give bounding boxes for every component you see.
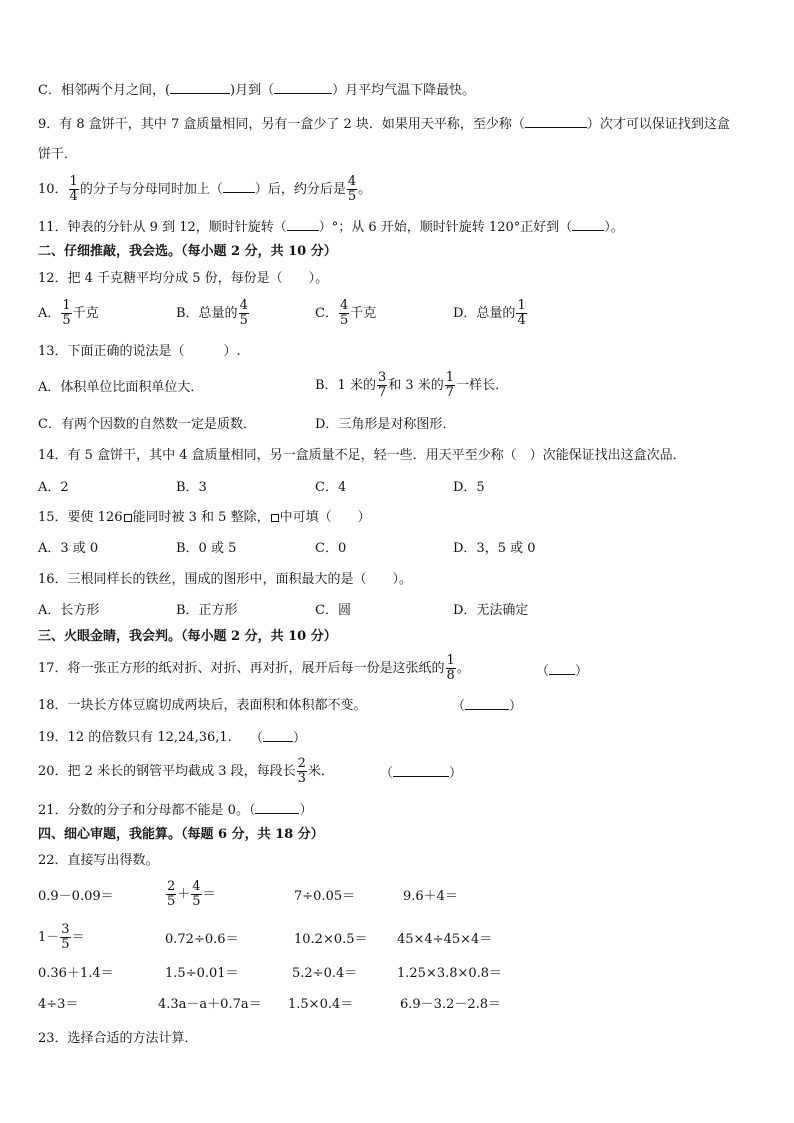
numerator: 1: [517, 298, 526, 313]
question-text: 15．要使 126: [38, 510, 123, 525]
option-b[interactable]: B．3: [176, 480, 207, 495]
option-b[interactable]: B．0 或 5: [176, 541, 237, 556]
question-12: 12．把 4 千克糖平均分成 5 份，每份是（ ）。: [38, 271, 329, 286]
fraction: [239, 299, 249, 328]
option-a[interactable]: A．长方形: [38, 603, 100, 618]
question-23: 23．选择合适的方法计算．: [38, 1031, 198, 1046]
question-21: [38, 801, 312, 820]
option-c[interactable]: C．4: [315, 480, 347, 495]
fraction: [445, 371, 455, 400]
calc-item: 1.25×3.8×0.8＝: [397, 966, 503, 981]
question-text: C．相邻两个月之间，(: [38, 83, 171, 98]
calc-item: 5.2÷0.4＝: [292, 966, 358, 981]
calc-item: [38, 923, 85, 952]
option-text: 和 3 米的: [388, 378, 444, 393]
operator: ＝: [202, 887, 216, 902]
answer-blank[interactable]: [255, 801, 299, 814]
question-text: ）°；从 6 开始，顺时针旋转 120°正好到（: [318, 220, 573, 235]
question-17: [38, 654, 470, 683]
answer-blank[interactable]: [263, 729, 293, 742]
option-label: A．: [38, 306, 61, 321]
calc-item: 1.5÷0.01＝: [165, 966, 239, 981]
question-13: 13．下面正确的说法是（ ）.: [38, 344, 241, 359]
denominator: 5: [239, 313, 248, 328]
fraction: [61, 299, 71, 328]
question-text: 米．: [307, 764, 334, 779]
question-11: [38, 218, 624, 237]
question-text: ）次才可以保证找到这盒: [586, 117, 730, 132]
paren: （: [250, 731, 264, 746]
operator: 1－: [38, 930, 60, 945]
question-text: ）后，约分后是: [254, 182, 346, 197]
section-title-4: 四、细心审题，我能算。（每题 6 分，共 18 分）: [38, 827, 324, 842]
question-text: ）。: [604, 220, 624, 235]
denominator: 4: [517, 313, 526, 328]
question-text: 。: [456, 661, 470, 676]
option-a[interactable]: A．体积单位比面积单位大．: [38, 380, 204, 395]
section-title-3: 三、火眼金睛，我会判。（每小题 2 分，共 10 分）: [38, 629, 337, 644]
numerator: 3: [377, 370, 387, 385]
calc-item: 7÷0.05＝: [294, 889, 356, 904]
square-placeholder-icon: [271, 514, 279, 522]
option-label: C．: [315, 306, 338, 321]
question-22: 22．直接写出得数。: [38, 853, 159, 868]
numerator: 1: [445, 370, 455, 385]
numerator: 1: [62, 298, 71, 313]
question-text: ）月平均气温下降最快。: [332, 83, 476, 98]
numerator: 4: [339, 298, 349, 313]
option-label: D．总量的: [453, 306, 516, 321]
calc-item: 0.9－0.09＝: [38, 889, 114, 904]
question-9: [38, 115, 730, 134]
fraction: [60, 923, 70, 952]
calc-item: 4.3a－a＋0.7a＝: [158, 997, 262, 1012]
denominator: 5: [192, 894, 201, 909]
option-b[interactable]: [315, 371, 508, 400]
option-text: 一样长．: [456, 378, 509, 393]
question-text: 17．将一张正方形的纸对折、对折、再对折，展开后每一份是这张纸的: [38, 661, 445, 676]
option-d[interactable]: D．无法确定: [453, 603, 529, 618]
denominator: 5: [347, 189, 357, 204]
option-d[interactable]: D．三角形是对称图形．: [315, 417, 456, 432]
calc-item: 1.5×0.4＝: [288, 997, 354, 1012]
numerator: 4: [347, 174, 357, 189]
paren: ）: [293, 731, 307, 746]
option-a[interactable]: A．3 或 0: [38, 541, 99, 556]
paren: （: [380, 766, 394, 781]
fraction: [377, 371, 387, 400]
section-title-2: 二、仔细推敲，我会选。（每小题 2 分，共 10 分）: [38, 244, 337, 259]
calc-item: 4÷3＝: [38, 997, 79, 1012]
question-text: 20．把 2 米长的钢管平均截成 3 段，每段长: [38, 764, 296, 779]
calc-item: 6.9－3.2－2.8＝: [400, 997, 502, 1012]
calc-item: 45×4÷45×4＝: [397, 932, 493, 947]
question-text: 的分子与分母同时加上（: [79, 182, 223, 197]
denominator: 4: [69, 189, 78, 204]
option-d[interactable]: [453, 299, 528, 328]
denominator: 7: [377, 385, 387, 400]
denominator: 5: [62, 313, 71, 328]
paren: ）: [509, 699, 523, 714]
numerator: 2: [297, 756, 306, 771]
option-b[interactable]: B．正方形: [176, 603, 238, 618]
question-text: 能同时被 3 和 5 整除，: [132, 510, 270, 525]
answer-blank[interactable]: [393, 764, 449, 777]
question-text: )月到（: [230, 83, 275, 98]
question-9-cont: 饼干．: [38, 147, 78, 162]
question-10: [38, 175, 371, 204]
calc-item: 0.36＋1.4＝: [38, 966, 114, 981]
calc-item: 10.2×0.5＝: [294, 932, 368, 947]
fraction: [347, 175, 357, 204]
denominator: 5: [61, 937, 70, 952]
fraction: [516, 299, 526, 328]
fraction: [166, 880, 176, 909]
question-15: [38, 509, 371, 527]
numerator: 3: [61, 922, 70, 937]
operator: ＝: [71, 930, 85, 945]
option-c[interactable]: C．有两个因数的自然数一定是质数．: [38, 417, 256, 432]
question-text: 11．钟表的分针从 9 到 12，顺时针旋转（: [38, 220, 287, 235]
answer-blank[interactable]: [525, 115, 587, 128]
calc-item: [165, 880, 216, 909]
option-unit: 千克: [350, 306, 377, 321]
option-c[interactable]: C．0: [315, 541, 347, 556]
numerator: 1: [446, 653, 455, 668]
answer-blank[interactable]: [465, 697, 509, 710]
option-b[interactable]: [176, 299, 250, 328]
question-20: [38, 757, 334, 786]
paren: （: [452, 699, 466, 714]
fraction: [191, 880, 201, 909]
square-placeholder-icon: [124, 514, 132, 522]
denominator: 3: [297, 771, 306, 786]
answer-blank[interactable]: [274, 81, 332, 94]
fraction: [297, 757, 307, 786]
option-d[interactable]: D．5: [453, 480, 485, 495]
answer-blank[interactable]: [549, 662, 575, 675]
judge-answer-box[interactable]: [452, 697, 522, 716]
question-text: 。: [358, 182, 372, 197]
option-d[interactable]: D．3，5 或 0: [453, 541, 536, 556]
denominator: 8: [446, 668, 455, 683]
fraction: [339, 299, 349, 328]
paren: ）: [449, 766, 463, 781]
numerator: 1: [69, 174, 78, 189]
paren: （: [536, 664, 550, 679]
judge-answer-box[interactable]: [536, 662, 588, 681]
question-text: 中可填（ ）: [279, 510, 371, 525]
fraction: [69, 175, 79, 204]
paren: ）: [299, 803, 313, 818]
answer-blank[interactable]: [287, 218, 319, 231]
denominator: 5: [167, 894, 176, 909]
question-c-temperature: [38, 81, 475, 100]
judge-answer-box[interactable]: [380, 764, 462, 783]
answer-blank[interactable]: [170, 81, 230, 94]
paren: ）: [575, 664, 589, 679]
option-label: B．总量的: [176, 306, 238, 321]
question-text: 9．有 8 盒饼干，其中 7 盒质量相同，另有一盒少了 2 块．如果用天平称，至少称（: [38, 117, 525, 132]
option-c[interactable]: [315, 299, 376, 328]
judge-answer-box[interactable]: [250, 729, 306, 748]
question-text: 21．分数的分子和分母都不能是 0。（: [38, 803, 256, 818]
option-a[interactable]: [38, 299, 99, 328]
option-c[interactable]: C．圆: [315, 603, 351, 618]
denominator: 5: [339, 313, 349, 328]
answer-blank[interactable]: [223, 180, 255, 193]
numerator: 4: [239, 298, 248, 313]
denominator: 7: [445, 385, 455, 400]
question-14: 14．有 5 盒饼干，其中 4 盒质量相同，另一盒质量不足，轻一些．用天平至少称（ ）次能保证找出这盒次品．: [38, 448, 686, 463]
answer-blank[interactable]: [572, 218, 604, 231]
numerator: 2: [167, 879, 176, 894]
fraction: [446, 654, 456, 683]
numerator: 4: [192, 879, 201, 894]
question-16: 16．三根同样长的铁丝，围成的图形中，面积最大的是（ ）。: [38, 572, 413, 587]
option-unit: 千克: [72, 306, 99, 321]
calc-item: 0.72÷0.6＝: [165, 932, 239, 947]
question-18: 18．一块长方体豆腐切成两块后，表面积和体积都不变。: [38, 698, 367, 713]
operator: ＋: [177, 887, 191, 902]
calc-item: 9.6＋4＝: [403, 889, 458, 904]
question-number: 10．: [38, 182, 68, 197]
option-a[interactable]: A．2: [38, 480, 69, 495]
question-19: 19．12 的倍数只有 12,24,36,1.: [38, 730, 232, 745]
option-label: B．1 米的: [315, 378, 376, 393]
